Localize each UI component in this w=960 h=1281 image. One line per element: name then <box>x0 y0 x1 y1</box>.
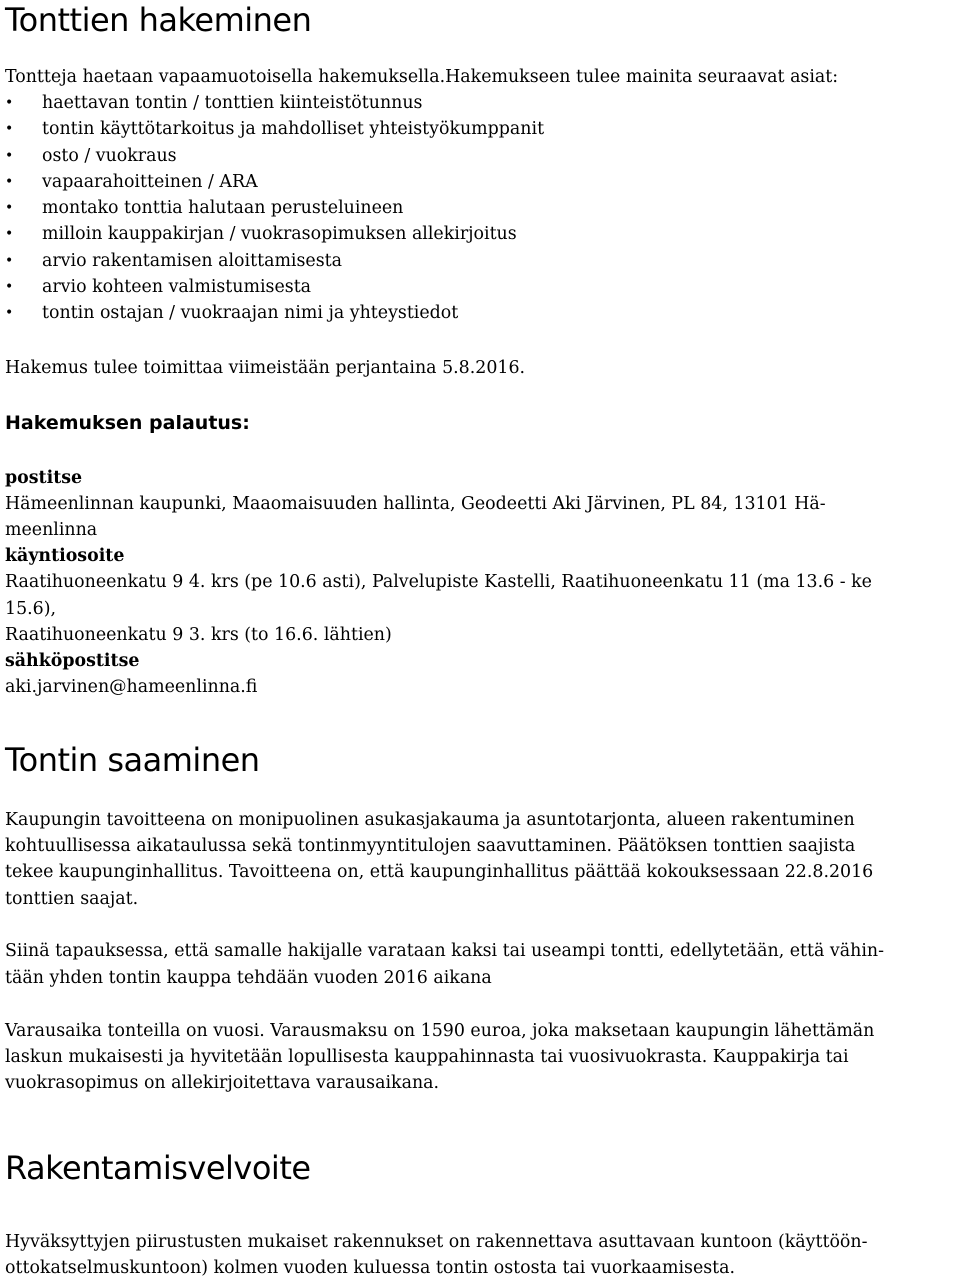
allocation-paragraph-line-1: Kaupungin tavoitteena on monipuolinen asukasjakauma ja asuntotarjonta, alueen rakentuminen <box>5 810 855 830</box>
list-item: • haettavan tontin / tonttien kiinteistötunnus <box>5 90 544 116</box>
heading-rakentamisvelvoite: Rakentamisvelvoite <box>5 1149 311 1187</box>
bullet-icon: • <box>5 147 14 164</box>
visit-address-line-3: Raatihuoneenkatu 9 3. krs (to 16.6. lähtien) <box>5 625 392 645</box>
email-address: aki.jarvinen@hameenlinna.fi <box>5 677 258 697</box>
intro-paragraph: Tontteja haetaan vapaamuotoisella hakemuksella.Hakemukseen tulee mainita seuraavat asiat: <box>5 67 839 87</box>
multiple-plots-line-2: tään yhden tontin kauppa tehdään vuoden 2016 aikana <box>5 968 492 988</box>
allocation-paragraph-line-3: tekee kaupunginhallitus. Tavoitteena on, että kaupunginhallitus päättää kokouksessaan 22.8.2016 <box>5 862 874 882</box>
building-obligation-line-2: ottokatselmuskuntoon) kolmen vuoden kuluessa tontin ostosta tai vuorkaamisesta. <box>5 1258 736 1278</box>
list-item: • osto / vuokraus <box>5 143 544 169</box>
heading-tontin-saaminen: Tontin saaminen <box>5 741 260 779</box>
heading-tonttien-hakeminen: Tonttien hakeminen <box>5 1 312 39</box>
postal-address-line-2: meenlinna <box>5 520 98 540</box>
list-item: • arvio rakentamisen aloittamisesta <box>5 248 544 274</box>
bullet-icon: • <box>5 279 14 296</box>
multiple-plots-line-1: Siinä tapauksessa, että samalle hakijalle varataan kaksi tai useampi tontti, edellytetään, että vähin- <box>5 941 884 961</box>
postal-address-line-1: Hämeenlinnan kaupunki, Maaomaisuuden hallinta, Geodeetti Aki Järvinen, PL 84, 13101 Hä- <box>5 494 826 514</box>
bullet-icon: • <box>5 200 14 217</box>
list-item: • tontin käyttötarkoitus ja mahdolliset yhteistyökumppanit <box>5 116 544 142</box>
bullet-icon: • <box>5 305 14 322</box>
reservation-line-1: Varausaika tonteilla on vuosi. Varausmaksu on 1590 euroa, joka maksetaan kaupungin lähettämän <box>5 1021 875 1041</box>
deadline-text: Hakemus tulee toimittaa viimeistään perjantaina 5.8.2016. <box>5 358 526 378</box>
postal-label: postitse <box>5 468 83 488</box>
bullet-icon: • <box>5 173 14 190</box>
visit-address-line-1: Raatihuoneenkatu 9 4. krs (pe 10.6 asti), Palvelupiste Kastelli, Raatihuoneenkatu 11 (ma 13.6 - ke <box>5 572 872 592</box>
bullet-icon: • <box>5 121 14 138</box>
reservation-line-2: laskun mukaisesti ja hyvitetään lopullisesta kauppahinnasta tai vuosivuokrasta. Kauppakirja tai <box>5 1047 849 1067</box>
bullet-icon: • <box>5 252 14 269</box>
allocation-paragraph-line-4: tonttien saajat. <box>5 889 139 909</box>
visit-address-line-2: 15.6), <box>5 599 57 619</box>
bullet-icon: • <box>5 226 14 243</box>
reservation-line-3: vuokrasopimus on allekirjoitettava varausaikana. <box>5 1073 440 1093</box>
email-label: sähköpostitse <box>5 651 140 671</box>
return-heading: Hakemuksen palautus: <box>5 412 250 434</box>
allocation-paragraph-line-2: kohtuullisessa aikataulussa sekä tontinmyyntitulojen saavuttaminen. Päätöksen tonttien saajista <box>5 836 856 856</box>
list-item: • milloin kauppakirjan / vuokrasopimuksen allekirjoitus <box>5 221 544 247</box>
list-item: • montako tonttia halutaan perusteluineen <box>5 195 544 221</box>
visit-label: käyntiosoite <box>5 546 125 566</box>
bullet-icon: • <box>5 95 14 111</box>
list-item: • vapaarahoitteinen / ARA <box>5 169 544 195</box>
building-obligation-line-1: Hyväksyttyjen piirustusten mukaiset rakennukset on rakennettava asuttavaan kuntoon (käyttöön- <box>5 1232 868 1252</box>
list-item: • tontin ostajan / vuokraajan nimi ja yhteystiedot <box>5 300 544 326</box>
list-item: • arvio kohteen valmistumisesta <box>5 274 544 300</box>
requirements-list <box>5 90 544 327</box>
